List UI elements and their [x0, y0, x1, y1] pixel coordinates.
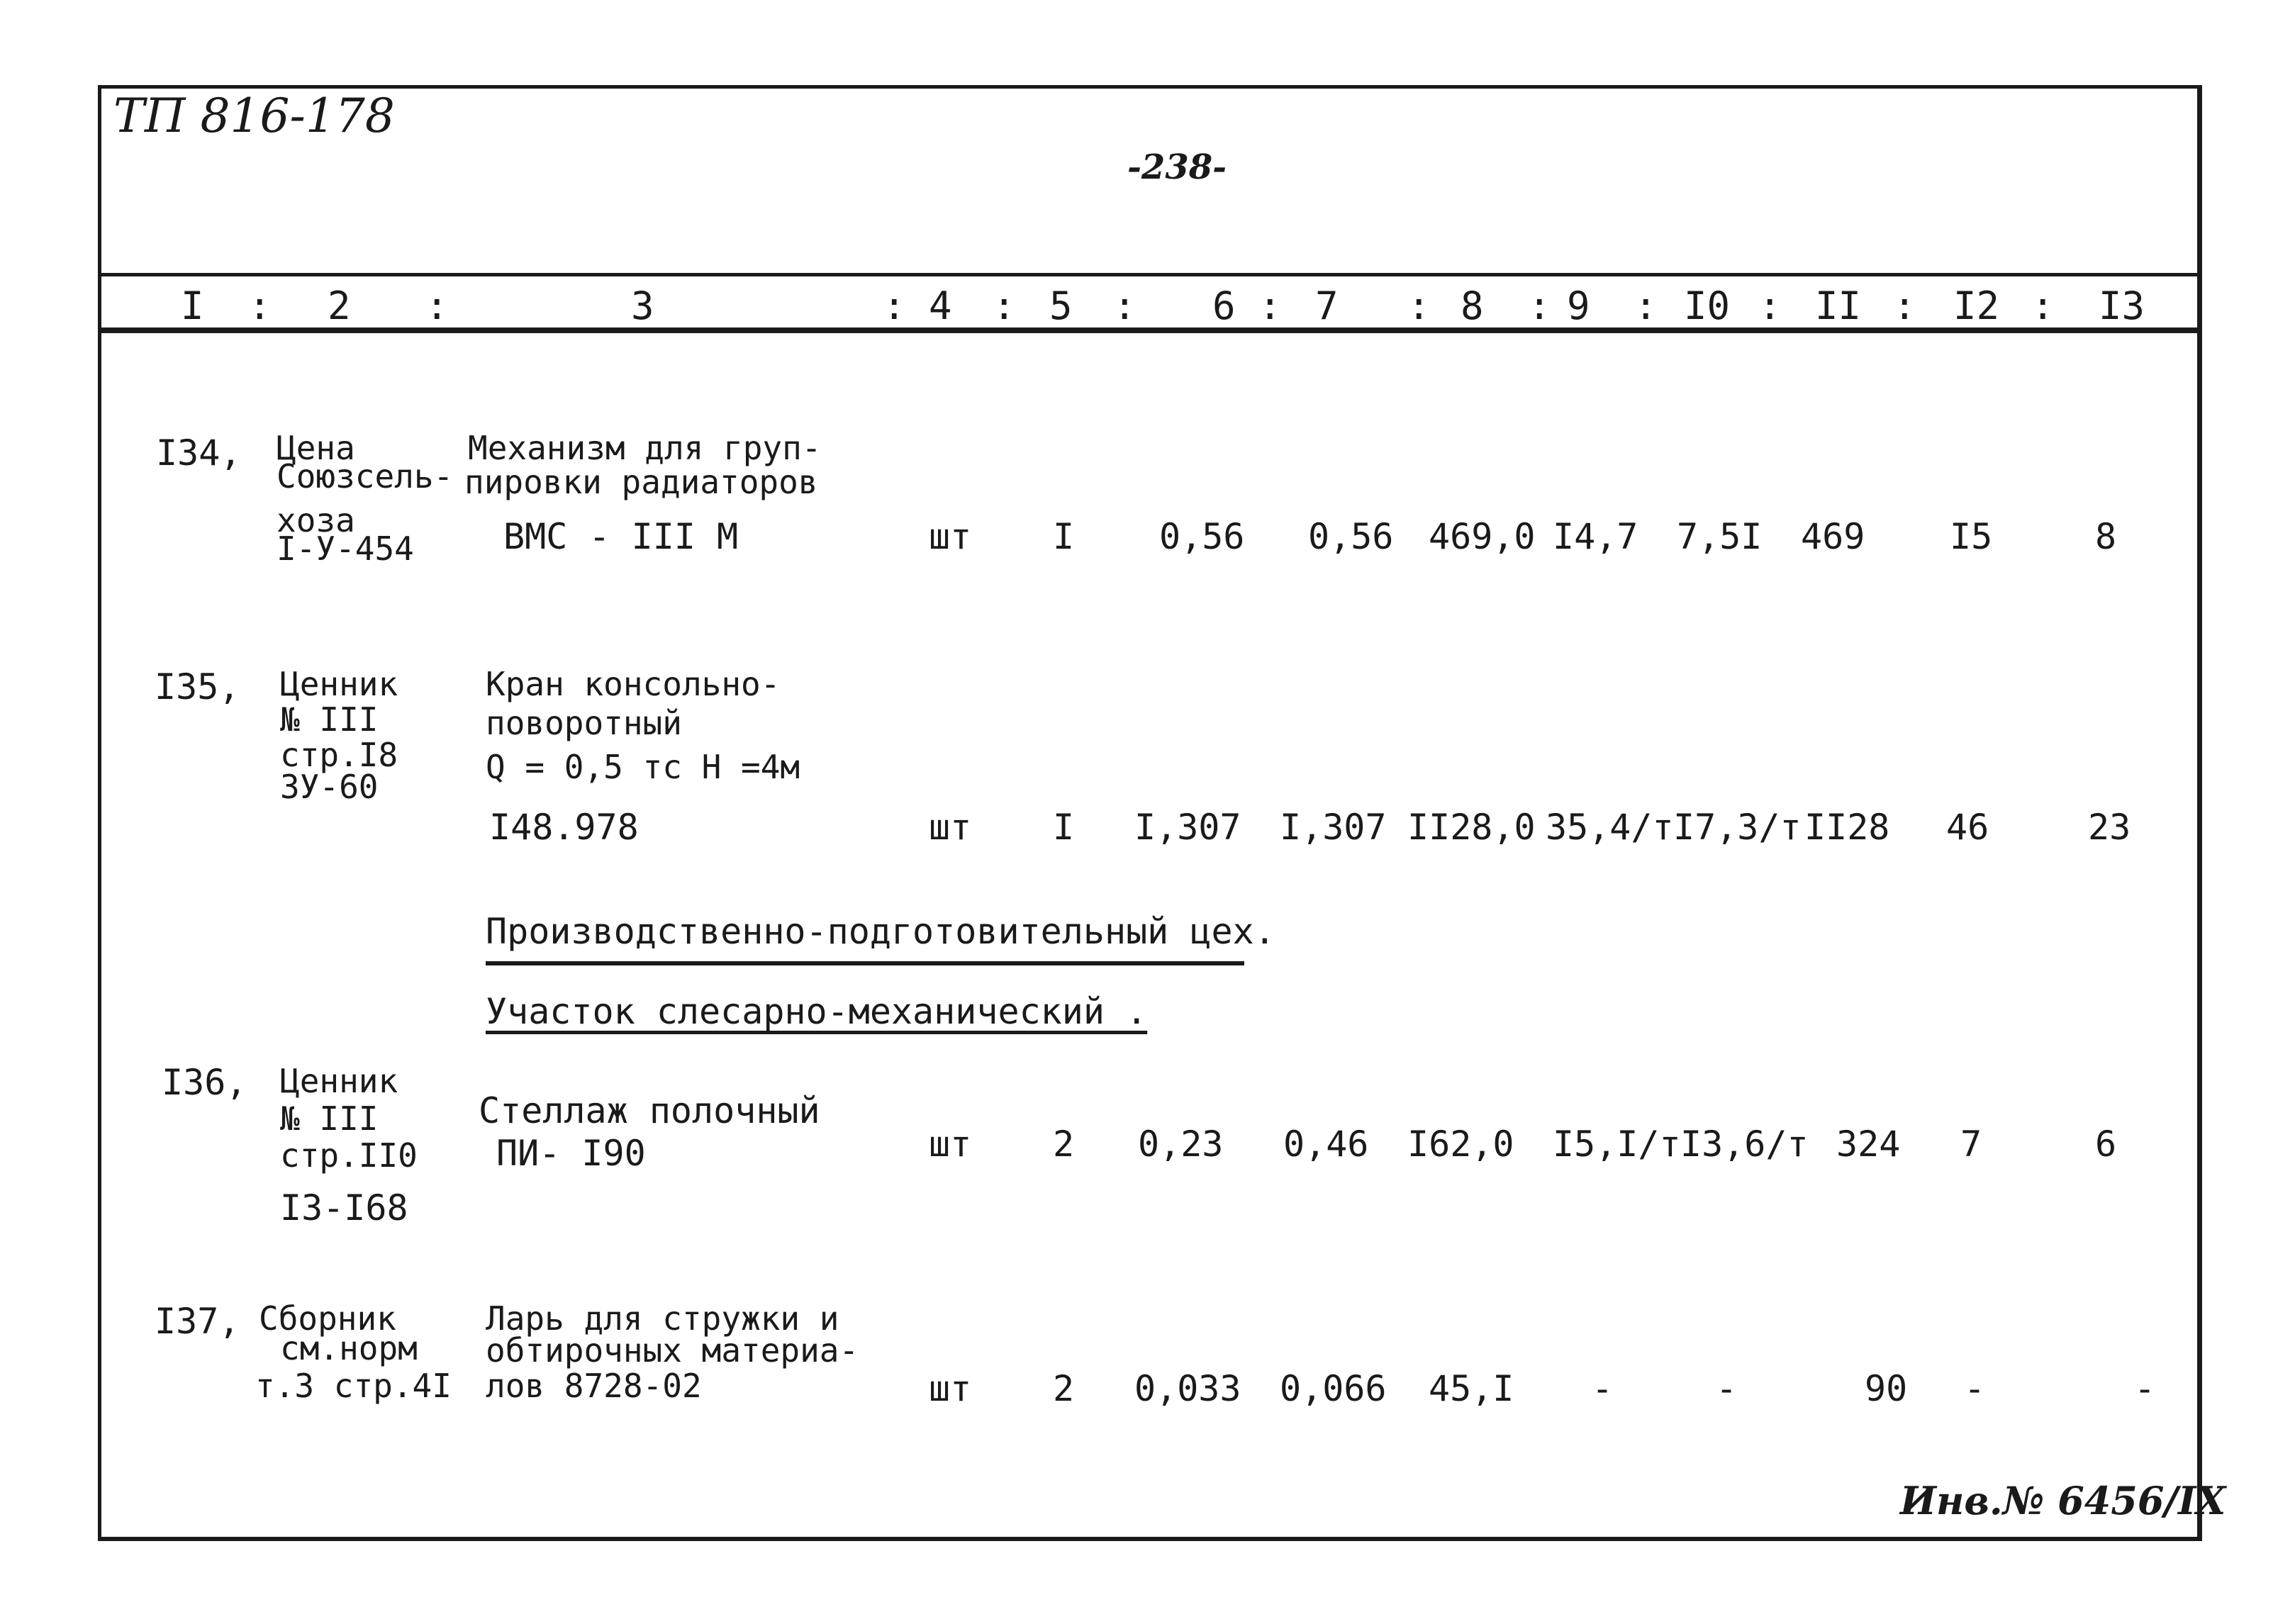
column-header: 6: [1212, 284, 1236, 328]
column-separator: :: [1528, 284, 1551, 328]
row-source-line: стр.I8: [280, 736, 398, 774]
column-header: 7: [1315, 284, 1339, 328]
row-name-line: Кран консольно-: [486, 665, 781, 703]
column-separator: :: [248, 284, 272, 328]
row-col13: -: [2134, 1368, 2156, 1409]
row-col7: 0,46: [1283, 1124, 1369, 1165]
section-workshop-title: Производственно-подготовительный цех.: [486, 911, 1275, 952]
header-bottom-rule: [98, 327, 2202, 333]
column-header: 8: [1461, 284, 1484, 328]
row-name-line: поворотный: [486, 704, 682, 742]
row-source-line: Цена: [277, 429, 355, 467]
row-name-line: пировки радиаторов: [464, 463, 818, 501]
row-col12: I5: [1950, 516, 1993, 557]
row-name-line: I48.978: [489, 807, 639, 848]
column-separator: :: [1113, 284, 1137, 328]
row-number: I37,: [155, 1301, 240, 1342]
row-source-line: хоза: [277, 501, 355, 539]
column-header: I: [181, 284, 204, 328]
row-col11: 469: [1801, 516, 1865, 557]
row-source-line: 3У-60: [280, 768, 379, 806]
row-col7: I,307: [1280, 807, 1387, 848]
row-qty: I: [1053, 516, 1075, 557]
column-separator: :: [1407, 284, 1431, 328]
column-header: 4: [929, 284, 952, 328]
document-code: ТП 816-178: [113, 89, 395, 143]
row-col8: 45,I: [1429, 1368, 1514, 1409]
row-col10: I3,6/т: [1680, 1124, 1809, 1165]
column-header: I2: [1953, 284, 2000, 328]
row-name-line: Механизм для груп-: [468, 429, 822, 467]
column-header: 5: [1049, 284, 1073, 328]
column-header: I3: [2099, 284, 2145, 328]
row-source-line: Ценник: [280, 1062, 398, 1100]
column-separator: :: [1634, 284, 1658, 328]
section-area-title: Участок слесарно-механический .: [486, 991, 1148, 1032]
header-top-rule: [98, 273, 2202, 276]
row-source-line: № III: [280, 700, 379, 739]
row-col6: I,307: [1134, 807, 1241, 848]
row-col8: 469,0: [1429, 516, 1536, 557]
row-source-line: см.норм: [280, 1329, 418, 1367]
row-name-line: ВМС - III М: [503, 516, 739, 557]
row-col13: 6: [2095, 1124, 2117, 1165]
row-source-line: Союзсель-: [277, 457, 454, 495]
row-col6: 0,033: [1134, 1368, 1241, 1409]
row-unit: шт: [929, 516, 972, 557]
column-header: II: [1815, 284, 1862, 328]
column-separator: :: [1758, 284, 1782, 328]
row-col11: 90: [1865, 1368, 1908, 1409]
row-col7: 0,56: [1308, 516, 1394, 557]
page-number: -238-: [1127, 147, 1227, 187]
row-source-line: т.3 стр.4I: [255, 1367, 452, 1405]
row-qty: 2: [1053, 1124, 1075, 1165]
row-name-line: Q = 0,5 тс Н =4м: [486, 748, 800, 786]
row-qty: I: [1053, 807, 1075, 848]
row-number: I34,: [156, 432, 242, 474]
row-source-line: № III: [280, 1099, 379, 1138]
column-separator: :: [883, 284, 906, 328]
row-source-line: Ценник: [280, 665, 398, 703]
row-col7: 0,066: [1280, 1368, 1387, 1409]
row-name-line: обтирочных материа-: [486, 1331, 859, 1370]
row-unit: шт: [929, 807, 972, 848]
row-col12: 46: [1946, 807, 1989, 848]
column-separator: :: [1258, 284, 1282, 328]
column-separator: :: [993, 284, 1016, 328]
row-name-line: лов 8728-02: [486, 1367, 702, 1405]
column-header: I0: [1684, 284, 1731, 328]
row-name-line: Ларь для стружки и: [486, 1299, 839, 1338]
row-col10: I7,3/т: [1673, 807, 1802, 848]
row-col12: 7: [1960, 1124, 1982, 1165]
row-col6: 0,56: [1159, 516, 1245, 557]
row-name-line: ПИ- I90: [496, 1133, 646, 1174]
row-col10: 7,5I: [1677, 516, 1763, 557]
row-col6: 0,23: [1138, 1124, 1224, 1165]
column-header: 3: [631, 284, 654, 328]
row-number: I36,: [162, 1062, 247, 1103]
column-header: 9: [1567, 284, 1590, 328]
row-source-line: I3-I68: [280, 1187, 408, 1228]
row-col13: 23: [2088, 807, 2131, 848]
row-col9: I4,7: [1553, 516, 1638, 557]
row-col9: I5,I/т: [1553, 1124, 1681, 1165]
column-header: 2: [328, 284, 351, 328]
row-number: I35,: [155, 666, 240, 707]
row-col8: I62,0: [1407, 1124, 1514, 1165]
row-col9: -: [1592, 1368, 1614, 1409]
row-col10: -: [1716, 1368, 1738, 1409]
row-source-line: I-У-454: [277, 530, 414, 568]
column-separator: :: [425, 284, 449, 328]
row-col11: II28: [1804, 807, 1890, 848]
column-separator: :: [1893, 284, 1916, 328]
row-unit: шт: [929, 1124, 972, 1165]
row-source-line: стр.II0: [280, 1136, 418, 1175]
row-col13: 8: [2095, 516, 2117, 557]
row-qty: 2: [1053, 1368, 1075, 1409]
row-col11: 324: [1836, 1124, 1901, 1165]
row-col8: II28,0: [1407, 807, 1536, 848]
row-source-line: Сборник: [259, 1299, 396, 1338]
section-underline: [486, 961, 1244, 965]
row-name-line: Стеллаж полочный: [479, 1090, 820, 1131]
inventory-number: Инв.№ 6456/IX: [1900, 1478, 2226, 1523]
column-separator: :: [2031, 284, 2055, 328]
row-unit: шт: [929, 1368, 972, 1409]
row-col9: 35,4/т: [1546, 807, 1674, 848]
row-col12: -: [1964, 1368, 1986, 1409]
